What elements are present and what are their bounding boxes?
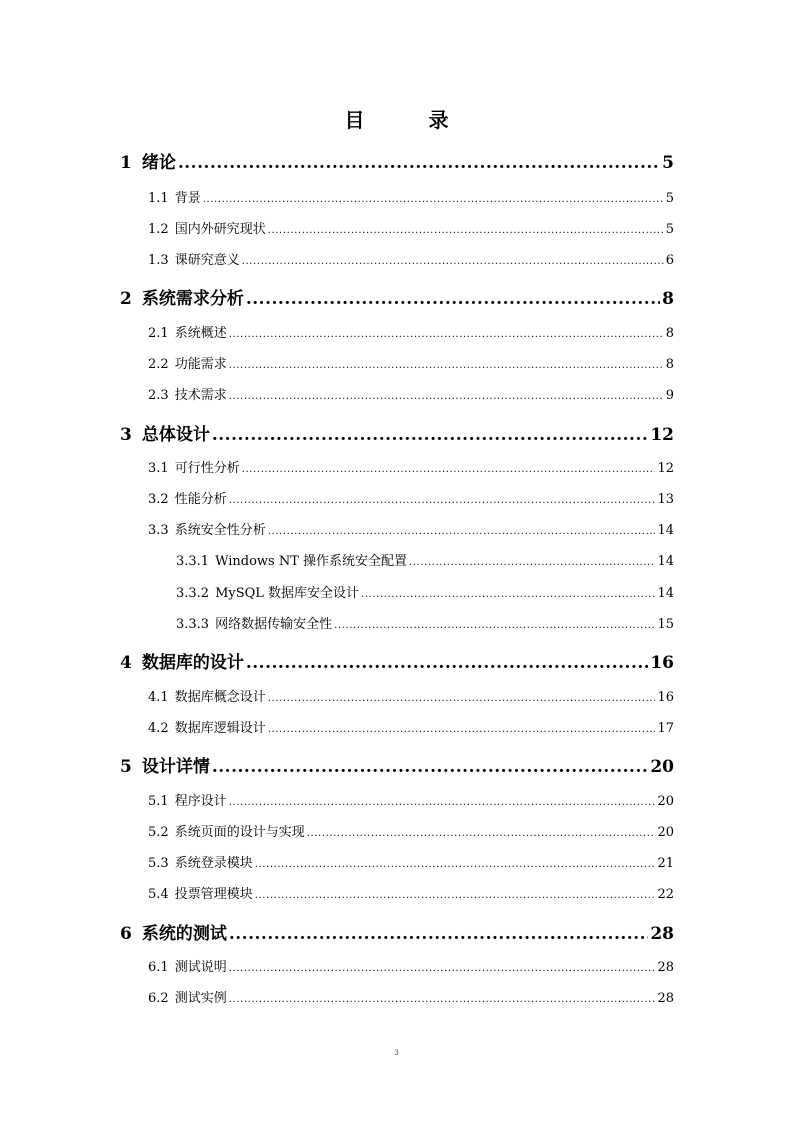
toc-entry-chapter[interactable] (120, 919, 674, 944)
toc-page: 8 (662, 289, 674, 309)
toc-entry-section[interactable] (148, 956, 674, 975)
toc-leader (246, 653, 648, 673)
toc-leader (246, 289, 660, 309)
toc-leader (307, 828, 656, 839)
toc-page: 8 (665, 326, 674, 341)
toc-page: 6 (665, 253, 674, 268)
toc-text: 测试实例 (174, 991, 227, 1006)
toc-leader (229, 994, 656, 1005)
toc-text: 功能需求 (174, 357, 227, 372)
toc-number: 4.1 (148, 690, 169, 705)
toc-number: 2.3 (148, 388, 169, 403)
toc-entry-section[interactable] (148, 717, 674, 736)
toc-page: 5 (665, 191, 674, 206)
toc-page: 20 (657, 825, 674, 840)
toc-leader (229, 360, 664, 371)
toc-entry-section[interactable] (148, 353, 674, 372)
toc-entry-section[interactable] (148, 987, 674, 1006)
toc-leader (229, 963, 656, 974)
toc-page: 15 (657, 617, 674, 632)
toc-number: 5.3 (148, 856, 169, 871)
toc-number: 1.3 (148, 253, 169, 268)
toc-text: 网络数据传输安全性 (215, 617, 333, 632)
toc-page: 5 (662, 153, 674, 173)
toc-leader (409, 557, 655, 568)
toc-text: 可行性分析 (174, 461, 240, 476)
toc-page: 5 (665, 222, 674, 237)
toc-leader (212, 425, 648, 445)
toc-number: 3.1 (148, 461, 169, 476)
toc-entry-section[interactable] (148, 821, 674, 840)
toc-page: 14 (657, 523, 674, 538)
toc-leader (178, 153, 660, 173)
toc-entry-section[interactable] (148, 384, 674, 403)
toc-text: 数据库概念设计 (174, 690, 266, 705)
toc-leader (229, 329, 664, 340)
toc-number: 5.1 (148, 794, 169, 809)
toc-leader (229, 924, 648, 944)
toc-page: 22 (657, 887, 674, 902)
toc-entry-subsection[interactable] (176, 550, 674, 569)
toc-page: 14 (657, 554, 674, 569)
toc-page: 12 (657, 461, 674, 476)
toc-text: 总体设计 (141, 425, 210, 445)
toc-entry-section[interactable] (148, 457, 674, 476)
toc-entry-chapter[interactable] (120, 648, 674, 673)
toc-entry-section[interactable] (148, 883, 674, 902)
toc-text: 系统登录模块 (174, 856, 253, 871)
toc-entry-section[interactable] (148, 187, 674, 206)
toc-number: 3.3.2 (176, 586, 210, 601)
toc-entry-chapter[interactable] (120, 148, 674, 173)
toc-leader (268, 526, 656, 537)
toc-entry-section[interactable] (148, 686, 674, 705)
toc-leader (268, 724, 656, 735)
toc-text: 系统页面的设计与实现 (174, 825, 305, 840)
toc-text: 数据库逻辑设计 (174, 721, 266, 736)
toc-entry-section[interactable] (148, 249, 674, 268)
toc-number: 4 (120, 653, 132, 673)
toc-leader (361, 589, 655, 600)
toc-page: 12 (650, 425, 674, 445)
toc-leader (229, 495, 656, 506)
toc-number: 2 (120, 289, 132, 309)
toc-text: 程序设计 (174, 794, 227, 809)
toc-number: 3.3.3 (176, 617, 210, 632)
toc-entry-subsection[interactable] (176, 613, 674, 632)
toc-text: 性能分析 (174, 492, 227, 507)
toc-number: 5 (120, 757, 132, 777)
toc-entry-section[interactable] (148, 322, 674, 341)
toc-number: 2.1 (148, 326, 169, 341)
toc-text: MySQL 数据库安全设计 (215, 586, 360, 601)
toc-leader (334, 620, 655, 631)
toc-text: 绪论 (141, 153, 176, 173)
toc-page: 20 (657, 794, 674, 809)
toc-text: 投票管理模块 (174, 887, 253, 902)
toc-number: 1 (120, 153, 132, 173)
toc-number: 2.2 (148, 357, 169, 372)
toc-leader (255, 859, 656, 870)
toc-page: 17 (657, 721, 674, 736)
toc-text: 背景 (174, 191, 201, 206)
toc-text: 技术需求 (174, 388, 227, 403)
toc-entry-section[interactable] (148, 790, 674, 809)
toc-page: 13 (657, 492, 674, 507)
toc-text: Windows NT 操作系统安全配置 (215, 554, 407, 569)
toc-leader (255, 890, 656, 901)
toc-entry-chapter[interactable] (120, 284, 674, 309)
toc-page: 16 (657, 690, 674, 705)
toc-leader (242, 464, 656, 475)
toc-entry-section[interactable] (148, 852, 674, 871)
toc-page: 28 (657, 960, 674, 975)
toc-text: 系统概述 (174, 326, 227, 341)
toc-leader (268, 693, 656, 704)
toc-text: 课研究意义 (174, 253, 240, 268)
toc-number: 6 (120, 924, 132, 944)
toc-page: 14 (657, 586, 674, 601)
toc-text: 设计详情 (141, 757, 210, 777)
toc-entry-section[interactable] (148, 218, 674, 237)
toc-page: 28 (657, 991, 674, 1006)
toc-text: 国内外研究现状 (174, 222, 266, 237)
toc-text: 系统的测试 (141, 924, 227, 944)
toc-page: 16 (650, 653, 674, 673)
toc-number: 3.2 (148, 492, 169, 507)
toc-text: 测试说明 (174, 960, 227, 975)
toc-page: 9 (665, 388, 674, 403)
toc-entry-section[interactable] (148, 519, 674, 538)
toc-page: 28 (650, 924, 674, 944)
toc-number: 4.2 (148, 721, 169, 736)
toc-number: 3.3 (148, 523, 169, 538)
toc-text: 数据库的设计 (141, 653, 244, 673)
toc-title: 目 录 (344, 108, 471, 132)
toc-leader (212, 757, 648, 777)
toc-number: 3.3.1 (176, 554, 210, 569)
toc-page: 21 (657, 856, 674, 871)
toc-number: 5.4 (148, 887, 169, 902)
toc-number: 6.1 (148, 960, 169, 975)
toc-number: 5.2 (148, 825, 169, 840)
toc-entry-chapter[interactable] (120, 420, 674, 445)
toc-number: 1.1 (148, 191, 169, 206)
toc-number: 1.2 (148, 222, 169, 237)
toc-leader (242, 256, 664, 267)
toc-leader (203, 194, 664, 205)
toc-page: 20 (650, 757, 674, 777)
toc-text: 系统安全性分析 (174, 523, 266, 538)
page-number: 3 (394, 1049, 399, 1057)
toc-entry-chapter[interactable] (120, 752, 674, 777)
toc-entry-subsection[interactable] (176, 582, 674, 601)
toc-leader (229, 797, 656, 808)
toc-number: 6.2 (148, 991, 169, 1006)
toc-leader (268, 225, 664, 236)
toc-leader (229, 391, 664, 402)
toc-text: 系统需求分析 (141, 289, 244, 309)
toc-number: 3 (120, 425, 132, 445)
toc-entry-section[interactable] (148, 488, 674, 507)
toc-page: 8 (665, 357, 674, 372)
